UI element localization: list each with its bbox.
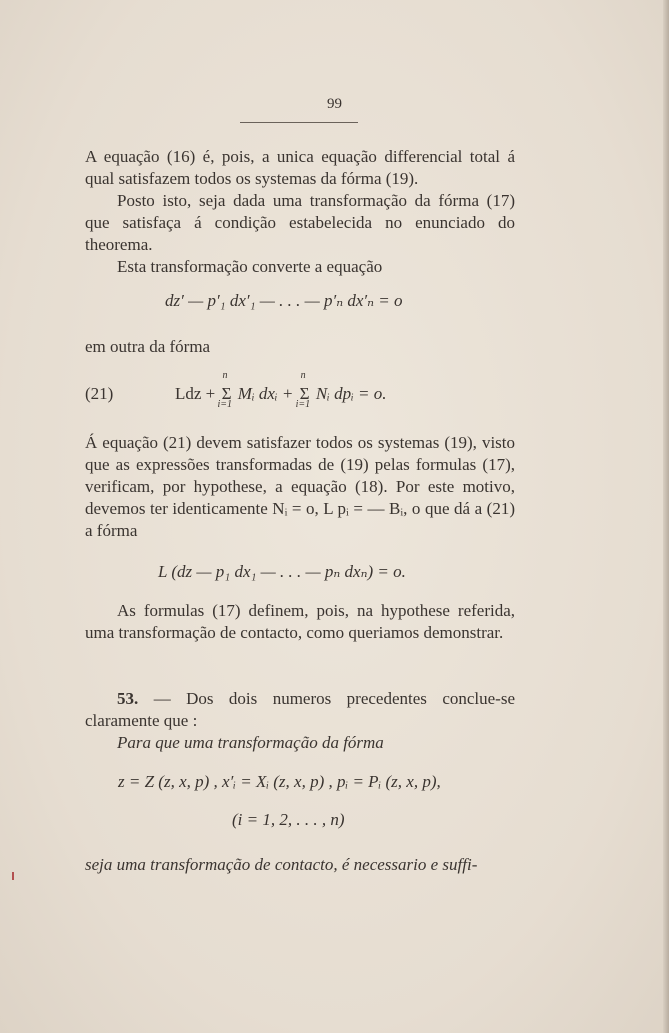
page-number: 99: [327, 96, 342, 112]
paragraph-7: [85, 688, 515, 732]
equation-21-left: Ldz +: [175, 384, 216, 403]
margin-mark: [12, 872, 14, 880]
paragraph-8: Para que uma transformação da fórma: [117, 733, 384, 752]
paragraph-6: As formulas (17) definem, pois, na hypothese referida, uma transformação de contacto, como queriamos demonstrar.: [85, 601, 515, 642]
sum-top-2: n: [300, 370, 306, 381]
equation-21-term2: Nᵢ dpᵢ = o.: [315, 384, 387, 403]
sum-top: n: [222, 370, 228, 381]
equation-21-body: [175, 370, 387, 410]
sum-sign-2: Σ: [299, 384, 310, 403]
paragraph-7-text: — Dos dois numeros precedentes conclue-se claramente que :: [85, 689, 516, 730]
header-rule: [240, 122, 358, 123]
equation-2: L (dz — p₁ dx₁ — . . . — pₙ dxₙ) = o.: [158, 562, 406, 581]
equation-3: z = Z (z, x, p) , x′ᵢ = Xᵢ (z, x, p) , pᵢ = Pᵢ (z, x, p),: [118, 772, 441, 791]
paragraph-9: seja uma transformação de contacto, é necessario e suffi-: [85, 855, 478, 874]
equation-21: [85, 384, 113, 404]
equation-4: (i = 1, 2, . . . , n): [232, 810, 345, 829]
equation-label: (21): [85, 384, 114, 403]
paragraph-2: Posto isto, seja dada uma transformação da fórma (17) que satisfaça á condição estabelecida no enunciado do theorema.: [85, 191, 515, 254]
sum-bottom: i=1: [217, 399, 233, 410]
paragraph-1: A equação (16) é, pois, a unica equação differencial total á qual satisfazem todos os systemas da fórma (19).: [85, 147, 515, 188]
sum-bottom-2: i=1: [295, 399, 311, 410]
section-number: 53.: [117, 689, 139, 708]
paragraph-4: em outra da fórma: [85, 337, 211, 356]
equation-21-term1: Mᵢ dxᵢ +: [237, 384, 294, 403]
sum-symbol-2: [295, 370, 312, 410]
equation-1: dz′ — p′₁ dx′₁ — . . . — p′ₙ dx′ₙ = o: [165, 291, 403, 310]
sum-symbol: [217, 370, 234, 410]
paragraph-5: Á equação (21) devem satisfazer todos os systemas (19), visto que as expressões transformadas de (19) pelas formulas (17), verificam, por hypothese, a equação (18). Por este motivo, devemos ter identicamente Nᵢ = o, L pᵢ = — Bᵢ, o que dá a (21) a fórma: [85, 433, 515, 540]
sum-sign: Σ: [221, 384, 232, 403]
page-edge: [663, 0, 669, 1033]
paragraph-3: Esta transformação converte a equação: [117, 257, 383, 276]
